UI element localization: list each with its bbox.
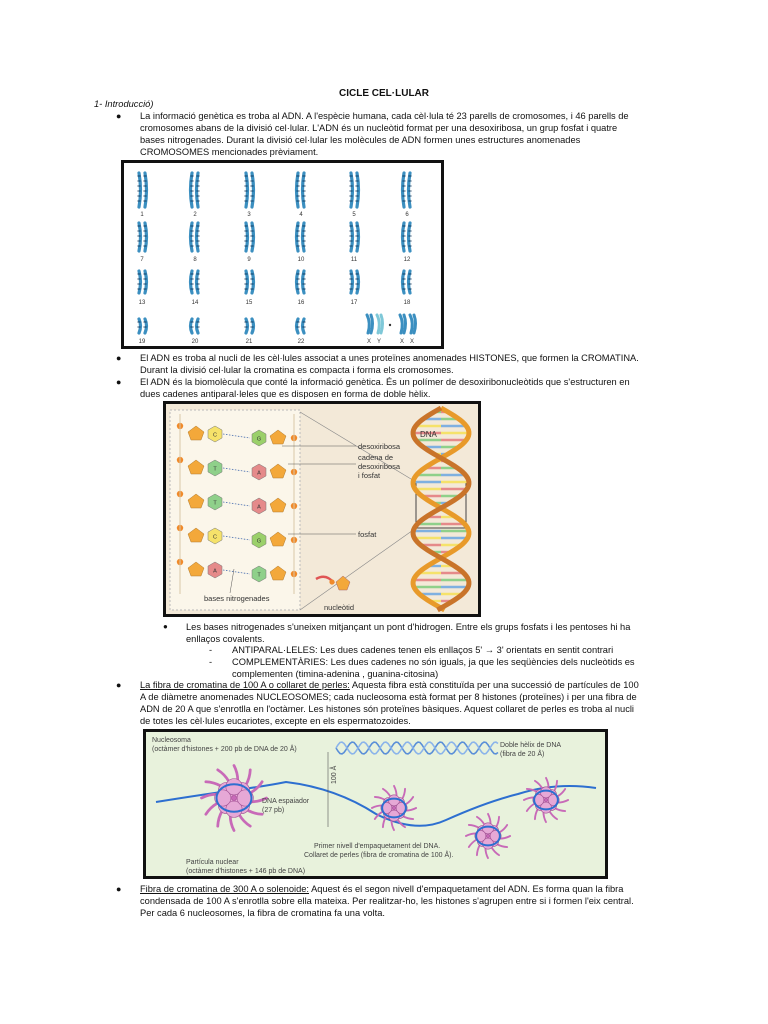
chromosome-label: 2: [193, 212, 197, 218]
base-letter: A: [257, 470, 261, 477]
chromosome-icon: [349, 223, 358, 251]
chromosome-icon: [190, 271, 199, 293]
chromosome-label: 22: [297, 339, 305, 345]
paragraph-5-line-2: A de diàmetre anomenades NUCLEOSOMES; cada nucleosoma està format per 8 histones (proteïnes) i per una fibra de: [140, 692, 637, 702]
paragraph-6-line-2: condensada de 100 A s'enrotlla sobre ella mateixa. Per realitzar-ho, les histones s'agrupen entre si i formen l'eix central.: [140, 896, 634, 906]
paragraph-2-line-1: El ADN es troba al nucli de les cèl·lules associat a unes proteïnes anomenades HISTONES, que formen la CROMATINA.: [140, 353, 639, 363]
chromosome-icon: [137, 271, 146, 293]
chromosome-icon: [190, 223, 199, 251]
chromosome-label: 14: [191, 300, 199, 306]
chromosome-label: 12: [403, 257, 411, 263]
paragraph-5-line-3: ADN de 20 A que s'enrotlla en l'octàmer. Les histones són proteïnes bàsiques. Aquest collaret de perles es troba al nucli: [140, 704, 635, 714]
chromosome-label: 9: [247, 257, 251, 263]
sub-bullet-complementary-2: complementen (timina-adenina , guanina-citosina): [232, 669, 439, 679]
paragraph-3-line-1: El ADN és la biomolècula que conté la informació genètica. És un polímer de desoxiribonucleòtids que s'estructuren en: [140, 377, 630, 387]
label-octamer-146: (octàmer d'histones + 146 pb de DNA): [186, 868, 306, 875]
base-letter: G: [256, 436, 262, 443]
dash-icon: -: [209, 645, 213, 655]
paragraph-1-line-1: La informació genètica es troba al ADN. A l'espècie humana, cada cèl·lula té 23 parells de cromosomes, i 46 parells de: [140, 111, 629, 121]
paragraph-6-rest: Aquest és el segon nivell d'empaquetament del ADN. Es forma quan la fibra: [309, 884, 624, 894]
base-letter: T: [213, 466, 217, 473]
chromosome-icon: [296, 223, 305, 251]
label-espaiador: DNA espaiador: [262, 798, 310, 805]
dna-structure-figure: [163, 401, 481, 617]
chromosome-label: 3: [247, 212, 251, 218]
chromosome-label: X: [399, 339, 405, 345]
chromosome-icon: [137, 223, 146, 251]
paragraph-4-line-2: enllaços covalents.: [186, 634, 265, 644]
base-letter: T: [213, 500, 217, 507]
paragraph-1-line-4: CROMOSOMES mencionades prèviament.: [140, 147, 319, 157]
bullet-icon: ●: [163, 622, 168, 631]
sex-chromosome-icon: [377, 315, 383, 333]
sub-bullet-complementary-1: COMPLEMENTÀRIES: Les dues cadenes no són iguals, ja que les seqüències dels nucleòtids es: [232, 657, 635, 667]
bullet-icon: ●: [116, 353, 122, 363]
chromosome-label: 6: [405, 212, 409, 218]
paragraph-5-line-4: de totes les cèl·lules eucariotes, excepte en els espermatozoides.: [140, 716, 411, 726]
sex-chromosome-icon: [367, 315, 373, 333]
paragraph-6-line-3: Per cada 6 nucleosomes, la fibra de cromatina fa una volta.: [140, 908, 385, 918]
label-fibra-20: (fibra de 20 Å): [500, 751, 545, 758]
chromosome-label: 8: [193, 257, 197, 263]
paragraph-5-line-1: [140, 680, 639, 692]
chromosome-label: 18: [403, 300, 411, 306]
paragraph-6-line-1: [140, 884, 623, 896]
chromosome-label: 16: [297, 300, 305, 306]
chromosome-label: 19: [138, 339, 146, 345]
base-letter: A: [213, 568, 217, 575]
chromosome-icon: [349, 271, 358, 293]
heading-300a-fiber: Fibra de cromatina de 300 A o solenoide:: [140, 884, 310, 894]
chromosome-label: Y: [376, 339, 382, 345]
label-bases: bases nitrogenades: [204, 594, 270, 603]
label-doble-helix: Doble hèlix de DNA: [500, 742, 562, 749]
label-cadena: desoxiribosa: [358, 462, 401, 471]
label-27pb: (27 pb): [262, 807, 285, 814]
paragraph-5-rest: Aquesta fibra està constituïda per una successió de partícules de 100: [349, 680, 639, 690]
karyotype-figure: [121, 160, 444, 349]
sex-chromosome-icon: [410, 315, 416, 333]
chromosome-icon: [244, 271, 253, 293]
chromosome-icon: [296, 271, 305, 293]
sex-chromosome-icon: [400, 315, 406, 333]
chromosome-icon: [402, 173, 411, 207]
paragraph-1-line-2: cromosomes abans de la divisió cel·lular. L'ADN és un nucleòtid format per una desoxiribosa, un grup fosfat i quatre: [140, 123, 618, 133]
nucleosome-figure: [143, 729, 608, 879]
sub-bullet-antiparallel: ANTIPARAL·LELES: Les dues cadenes tenen els enllaços 5' → 3' orientats en sentit contrari: [232, 645, 614, 655]
paragraph-1-line-3: bases nitrogenades. Durant la divisió cel·lular les molècules de ADN formen unes estructures anomenades: [140, 135, 581, 145]
chromosome-label: 7: [140, 257, 144, 263]
base-letter: C: [213, 534, 217, 541]
paragraph-2-line-2: Durant la divisió cel·lular la cromatina es compacta i forma els cromosomes.: [140, 365, 454, 375]
dash-icon: -: [209, 657, 213, 667]
heading-100a-fiber: La fibra de cromatina de 100 A o collaret de perles:: [140, 680, 350, 690]
chromosome-label: 5: [352, 212, 356, 218]
base-letter: A: [257, 504, 261, 511]
label-primer-nivell: Primer nivell d'empaquetament del DNA.: [314, 843, 441, 850]
chromosome-label: 20: [191, 339, 199, 345]
chromosome-icon: [137, 173, 146, 207]
chromosome-icon: [402, 271, 411, 293]
chromosome-icon: [137, 319, 146, 333]
dot-icon: [389, 324, 391, 326]
chromosome-icon: [296, 319, 305, 333]
label-dna: DNA: [420, 430, 437, 439]
label-collaret: Collaret de perles (fibra de cromatina de 100 Å).: [304, 852, 454, 859]
bullet-icon: ●: [116, 377, 122, 387]
label-100a: 100 Å: [331, 765, 338, 784]
label-desoxiribosa: desoxiribosa: [358, 442, 401, 451]
chromosome-icon: [244, 319, 253, 333]
label-nucleosoma: Nucleosoma: [152, 737, 191, 744]
paragraph-4-line-1: Les bases nitrogenades s'uneixen mitjançant un pont d'hidrogen. Entre els grups fosfats i les pentoses hi ha: [186, 622, 631, 632]
chromosome-label: 11: [350, 257, 358, 263]
base-letter: T: [257, 572, 261, 579]
chromosome-icon: [402, 223, 411, 251]
bullet-icon: ●: [116, 111, 122, 121]
chromosome-icon: [190, 173, 199, 207]
paragraph-3-line-2: dues cadenes antiparal·leles que es disposen en forma de doble hèlix.: [140, 389, 431, 399]
section-heading: 1- Introducció): [94, 99, 154, 109]
chromosome-label: 17: [350, 300, 358, 306]
chromosome-label: X: [366, 339, 372, 345]
chromosome-label: 10: [297, 257, 305, 263]
base-letter: C: [213, 432, 217, 439]
base-letter: G: [256, 538, 262, 545]
bullet-icon: ●: [116, 884, 122, 894]
label-nucleotid: nucleòtid: [324, 603, 355, 612]
chromosome-label: 15: [245, 300, 253, 306]
chromosome-icon: [349, 173, 358, 207]
label-cadena: cadena de: [358, 453, 394, 462]
chromosome-label: X: [409, 339, 415, 345]
chromosome-label: 13: [138, 300, 146, 306]
label-octamer: (octàmer d'histones + 200 pb de DNA de 20 Å): [152, 746, 297, 753]
label-cadena: i fosfat: [358, 471, 381, 480]
chromosome-label: 1: [140, 212, 144, 218]
chromosome-icon: [296, 173, 305, 207]
document-title: CICLE CEL·LULAR: [339, 88, 429, 99]
chromosome-label: 4: [299, 212, 303, 218]
label-fosfat: fosfat: [358, 530, 377, 539]
chromosome-icon: [190, 319, 199, 333]
bullet-icon: ●: [116, 680, 122, 690]
label-particula: Partícula nuclear: [186, 859, 239, 866]
chromosome-icon: [244, 223, 253, 251]
chromosome-icon: [244, 173, 253, 207]
chromosome-label: 21: [245, 339, 253, 345]
